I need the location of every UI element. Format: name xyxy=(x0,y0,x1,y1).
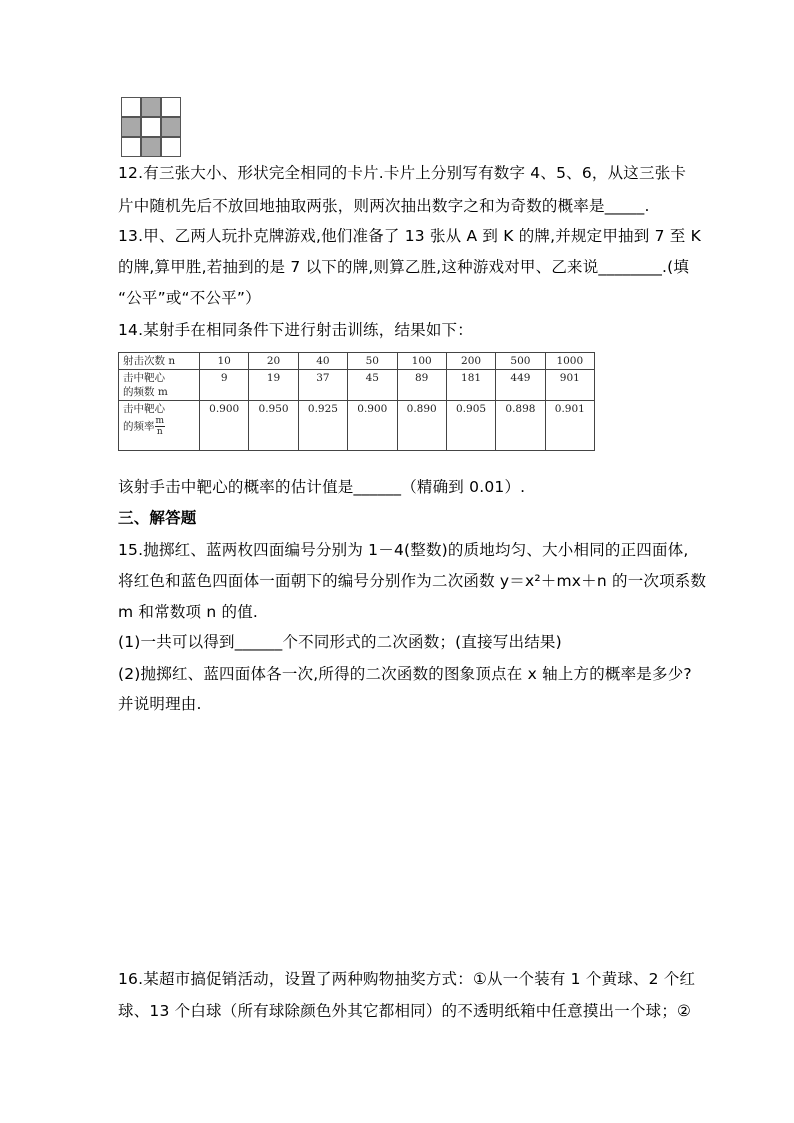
question-16-line-2: 球、13 个白球（所有球除颜色外其它都相同）的不透明纸箱中任意摸出一个球；② xyxy=(118,1002,692,1020)
question-15-line-3: m 和常数项 n 的值. xyxy=(118,603,259,621)
table-row-label-line: 的频数 m xyxy=(123,386,168,398)
shooting-results-table xyxy=(118,352,595,451)
table-cell: 20 xyxy=(249,353,298,370)
table-cell: 89 xyxy=(397,370,446,401)
table-cell: 40 xyxy=(298,353,347,370)
grid-cell xyxy=(161,137,181,157)
grid-cell xyxy=(161,117,181,137)
table-cell: 100 xyxy=(397,353,446,370)
question-12-line-2: 片中随机先后不放回地抽取两张，则两次抽出数字之和为奇数的概率是_____. xyxy=(118,197,650,215)
question-14-line-1: 14.某射手在相同条件下进行射击训练，结果如下： xyxy=(118,321,473,339)
grid-cell xyxy=(161,97,181,117)
table-row xyxy=(119,370,595,401)
table-row-label-line: 击中靶心 xyxy=(123,372,165,384)
table-cell: 9 xyxy=(200,370,249,401)
table-cell: 0.900 xyxy=(348,401,397,451)
question-12-line-1: 12.有三张大小、形状完全相同的卡片.卡片上分别写有数字 4、5、6，从这三张卡 xyxy=(118,164,687,182)
question-15-part-2-line-2: 并说明理由. xyxy=(118,695,202,713)
table-cell: 0.898 xyxy=(496,401,545,451)
table-cell: 0.900 xyxy=(200,401,249,451)
table-cell: 500 xyxy=(496,353,545,370)
table-cell: 200 xyxy=(446,353,495,370)
question-16-line-1: 16.某超市搞促销活动，设置了两种购物抽奖方式：①从一个装有 1 个黄球、2 个红 xyxy=(118,970,696,988)
table-row xyxy=(119,353,595,370)
question-13-line-2: 的牌,算甲胜,若抽到的是 7 以下的牌,则算乙胜,这种游戏对甲、乙来说________.(填 xyxy=(118,258,690,276)
question-15-part-1: (1)一共可以得到______个不同形式的二次函数；(直接写出结果) xyxy=(118,633,562,651)
grid-cell xyxy=(141,117,161,137)
section-heading: 三、解答题 xyxy=(118,509,197,527)
fraction-m-over-n: $\frac{m}{n}$ xyxy=(155,416,165,437)
question-15-line-1: 15.抛掷红、蓝两枚四面编号分别为 1－4(整数)的质地均匀、大小相同的正四面体, xyxy=(118,541,689,559)
grid-cell xyxy=(141,97,161,117)
table-cell: 10 xyxy=(200,353,249,370)
question-13-line-3: “公平”或“不公平”） xyxy=(118,289,261,307)
table-cell: 0.901 xyxy=(545,401,594,451)
table-cell: 0.925 xyxy=(298,401,347,451)
table-cell: 181 xyxy=(446,370,495,401)
grid-cell xyxy=(141,137,161,157)
table-cell: 1000 xyxy=(545,353,594,370)
table-row-label xyxy=(119,401,200,451)
table-cell: 0.950 xyxy=(249,401,298,451)
table-cell: 45 xyxy=(348,370,397,401)
table-cell: 50 xyxy=(348,353,397,370)
question-13-line-1: 13.甲、乙两人玩扑克牌游戏,他们准备了 13 张从 A 到 K 的牌,并规定甲抽到 7 至 K xyxy=(118,227,701,245)
table-cell: 0.890 xyxy=(397,401,446,451)
table-row-label xyxy=(119,370,200,401)
table-row xyxy=(119,401,595,451)
checkerboard-figure xyxy=(121,97,181,157)
table-row-label-line: 击中靶心 xyxy=(123,403,165,415)
question-15-line-2: 将红色和蓝色四面体一面朝下的编号分别作为二次函数 y＝x²＋mx＋n 的一次项系数 xyxy=(118,572,707,590)
table-cell: 0.905 xyxy=(446,401,495,451)
table-cell: 449 xyxy=(496,370,545,401)
table-row-label: 射击次数 n xyxy=(119,353,200,370)
grid-cell xyxy=(121,137,141,157)
table-cell: 901 xyxy=(545,370,594,401)
table-cell: 37 xyxy=(298,370,347,401)
question-14-answer-line: 该射手击中靶心的概率的估计值是______（精确到 0.01）. xyxy=(118,478,526,496)
question-15-part-2-line-1: (2)抛掷红、蓝四面体各一次,所得的二次函数的图象顶点在 x 轴上方的概率是多少? xyxy=(118,665,692,683)
table-row-label-line: 的频率 xyxy=(123,420,155,433)
grid-cell xyxy=(121,117,141,137)
table-cell: 19 xyxy=(249,370,298,401)
grid-cell xyxy=(121,97,141,117)
